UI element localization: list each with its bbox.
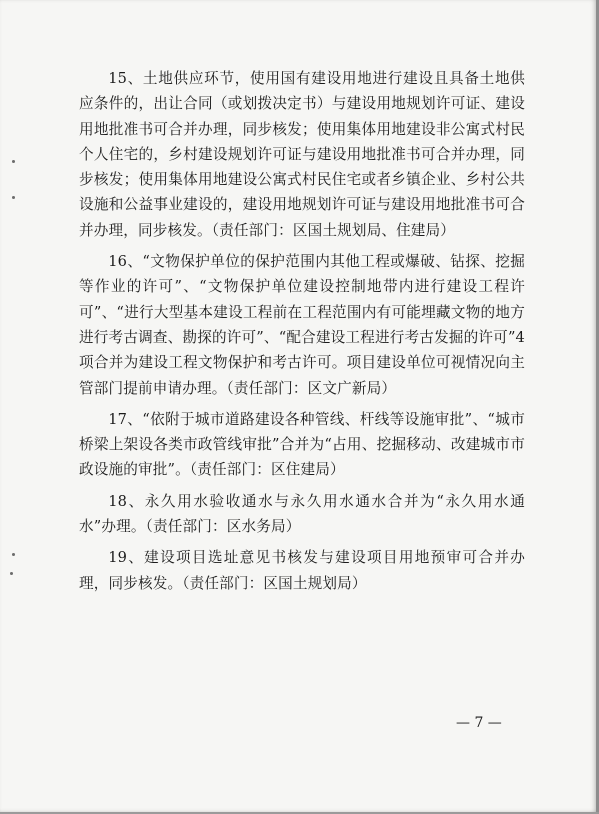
paragraph-item-16: 16、“文物保护单位的保护范围内其他工程或爆破、钻探、挖掘等作业的许可”、“文物保护单位建设控制地带内进行建设工程许可”、“进行大型基本建设工程前在工程范围内有可能埋藏文物的地方进行考古调查、勘探的许可”、“配合建设工程进行考古发掘的许可”4项合并为建设工程文物保护和考古许可。项目建设单位可视情况向主管部门提前申请办理。（责任部门：区文广新局） [79, 253, 525, 397]
paragraph-item-15: 15、土地供应环节，使用国有建设用地进行建设且具备土地供应条件的，出让合同（或划拨决定书）与建设用地规划许可证、建设用地批准书可合并办理，同步核发；使用集体用地建设非公寓式村民个人住宅的，乡村建设规划许可证与建设用地批准书可合并办理，同步核发；使用集体用地建设公寓式村民住宅或者乡镇企业、乡村公共设施和公益事业建设的，建设用地规划许可证与建设用地批准书可合并办理，同步核发。（责任部门：区国土规划局、住建局） [79, 70, 525, 239]
scan-speck [12, 553, 15, 556]
paragraph-item-17: 17、“依附于城市道路建设各种管线、杆线等设施审批”、“城市桥梁上架设各类市政管线审批”合并为“占用、挖掘移动、改建城市市政设施的审批”。（责任部门：区住建局） [79, 410, 525, 479]
paragraph-item-18: 18、永久用水验收通水与永久用水通水合并为“永久用水通水”办理。（责任部门：区水务局） [79, 492, 525, 536]
scan-speck [12, 160, 15, 163]
page-number: — 7 — [456, 715, 502, 731]
scan-speck [12, 196, 15, 199]
paragraph-item-19: 19、建设项目选址意见书核发与建设项目用地预审可合并办理，同步核发。（责任部门：区国土规划局） [79, 549, 525, 592]
scan-speck [10, 572, 13, 575]
document-body [79, 66, 525, 602]
